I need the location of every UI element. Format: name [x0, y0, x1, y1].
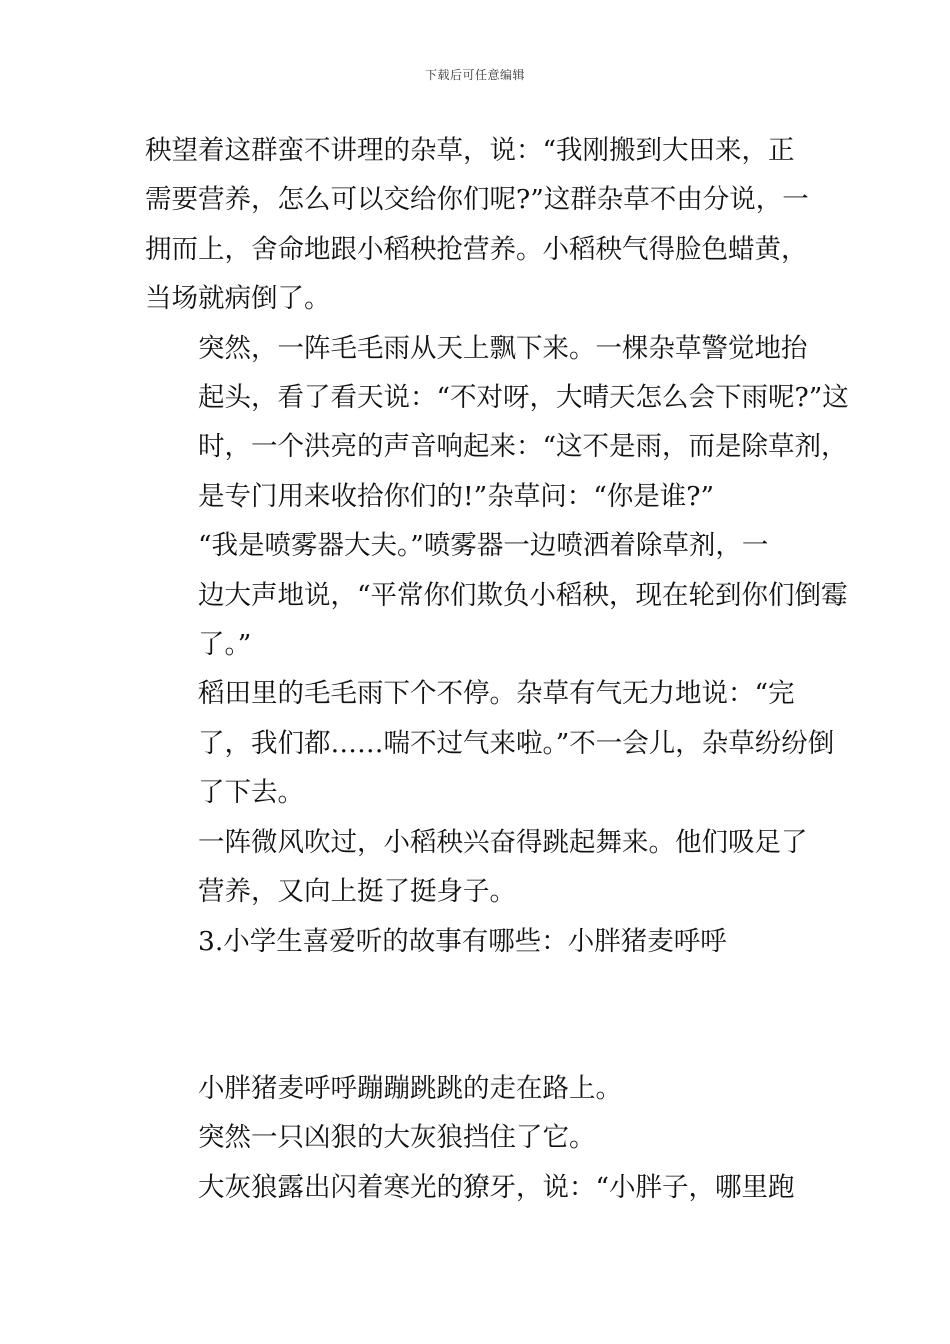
paragraph	[145, 669, 835, 817]
document-body	[145, 126, 849, 1212]
paragraph	[145, 1064, 810, 1113]
text-line: 突然，一阵毛毛雨从天上飘下来。一棵杂草警觉地抬	[198, 332, 808, 364]
text-line: 小胖猪麦呼呼蹦蹦跳跳的走在路上。	[198, 1072, 622, 1104]
text-line: 3.小学生喜爱听的故事有哪些：小胖猪麦呼呼	[198, 925, 727, 957]
paragraph	[145, 521, 848, 669]
paragraph	[145, 818, 810, 917]
paragraph-group-bottom	[145, 1064, 810, 1212]
text-line: 了下去。	[198, 777, 304, 809]
paragraph	[145, 917, 810, 966]
text-line: 了。”	[198, 629, 252, 661]
page-header-note: 下载后可任意编辑	[424, 68, 525, 82]
text-line: 边大声地说，“平常你们欺负小稻秧，现在轮到你们倒霉	[198, 579, 848, 611]
paragraph-group-top	[145, 126, 849, 966]
text-line: 了，我们都……喘不过气来啦。”不一会儿，杂草纷纷倒	[198, 727, 835, 759]
text-line: 拥而上，舍命地跟小稻秧抢营养。小稻秧气得脸色蜡黄，	[145, 233, 808, 265]
text-line: 秧望着这群蛮不讲理的杂草，说：“我刚搬到大田来，正	[145, 135, 795, 166]
text-line: 是专门用来收拾你们的!”杂草问：“你是谁?”	[198, 480, 714, 512]
text-line: “我是喷雾器大夫。”喷雾器一边喷洒着除草剂，一	[198, 530, 769, 562]
text-line: 起头，看了看天说：“不对呀，大晴天怎么会下雨呢?”这	[198, 382, 849, 414]
paragraph	[145, 1163, 810, 1212]
text-line: 时，一个洪亮的声音响起来：“这不是雨，而是除草剂，	[198, 431, 848, 463]
blank-gap	[145, 966, 810, 1064]
text-line: 大灰狼露出闪着寒光的獠牙，说：“小胖子，哪里跑	[198, 1171, 795, 1203]
text-line: 营养，又向上挺了挺身子。	[198, 876, 516, 908]
paragraph	[145, 324, 849, 522]
text-line: 突然一只凶狠的大灰狼挡住了它。	[198, 1122, 596, 1154]
text-line: 稻田里的毛毛雨下个不停。杂草有气无力地说：“完	[198, 678, 795, 710]
text-line: 需要营养，怎么可以交给你们呢?”这群杂草不由分说，一	[145, 184, 809, 216]
paragraph	[145, 1113, 810, 1162]
paragraph	[145, 126, 810, 324]
text-line: 一阵微风吹过，小稻秧兴奋得跳起舞来。他们吸足了	[198, 826, 808, 858]
text-line: 当场就病倒了。	[145, 283, 331, 315]
